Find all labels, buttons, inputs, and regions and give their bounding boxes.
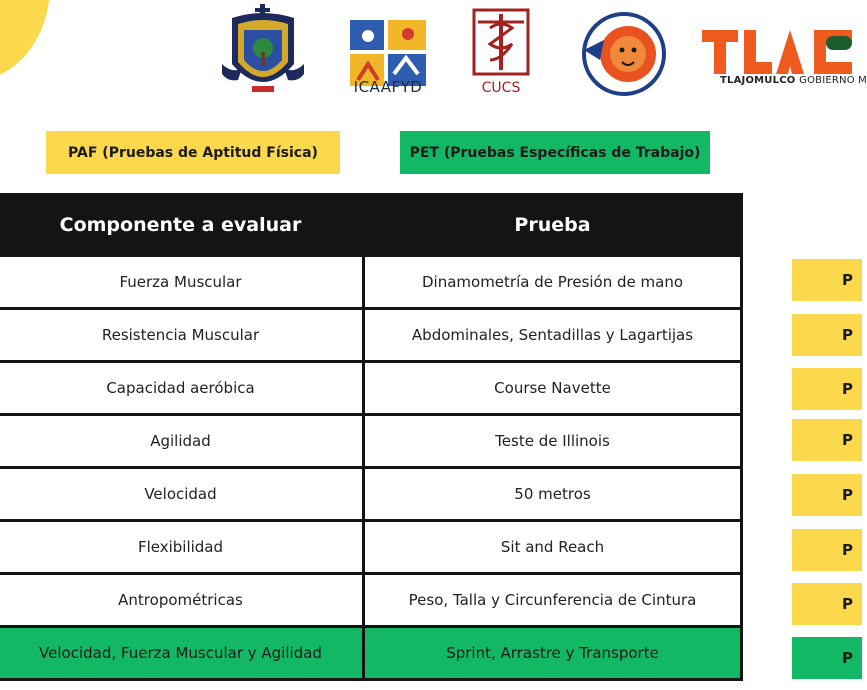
side-tag: P xyxy=(792,419,862,461)
lion-emblem-logo xyxy=(570,10,678,98)
table-row xyxy=(0,415,742,468)
table-cell: Velocidad, Fuerza Muscular y Agilidad xyxy=(0,627,364,680)
header-componente: Componente a evaluar xyxy=(0,195,364,256)
side-tag: P xyxy=(792,637,862,679)
table-row xyxy=(0,521,742,574)
side-tag: P xyxy=(792,368,862,410)
paf-tag: PAF (Pruebas de Aptitud Física) xyxy=(46,131,340,174)
table-cell: Agilidad xyxy=(0,415,364,468)
table-cell: Teste de Illinois xyxy=(364,415,742,468)
table-cell: Course Navette xyxy=(364,362,742,415)
table-row xyxy=(0,309,742,362)
side-tag: P xyxy=(792,259,862,301)
udg-crest-logo xyxy=(222,4,304,96)
table-row xyxy=(0,362,742,415)
table-cell: Fuerza Muscular xyxy=(0,256,364,309)
side-tag: P xyxy=(792,314,862,356)
table-cell: Flexibilidad xyxy=(0,521,364,574)
cucs-caption: CUCS xyxy=(481,80,521,96)
table-header-row xyxy=(0,195,742,256)
table-cell: 50 metros xyxy=(364,468,742,521)
side-tag: P xyxy=(792,583,862,625)
table-cell: Peso, Talla y Circunferencia de Cintura xyxy=(364,574,742,627)
tlajomulco-caption: TLAJOMULCO GOBIERNO M xyxy=(720,75,867,86)
table-cell: Resistencia Muscular xyxy=(0,309,364,362)
decorative-circle xyxy=(0,0,50,80)
table-cell: Dinamometría de Presión de mano xyxy=(364,256,742,309)
table-cell: Velocidad xyxy=(0,468,364,521)
table-cell: Antropométricas xyxy=(0,574,364,627)
side-tag: P xyxy=(792,529,862,571)
cucs-logo xyxy=(470,4,532,96)
pet-tag: PET (Pruebas Específicas de Trabajo) xyxy=(400,131,710,174)
icaafyd-caption: ICAAFYD xyxy=(353,78,423,96)
table-cell: Capacidad aeróbica xyxy=(0,362,364,415)
header-prueba: Prueba xyxy=(364,195,742,256)
table-cell: Abdominales, Sentadillas y Lagartijas xyxy=(364,309,742,362)
table-row xyxy=(0,574,742,627)
table-row-pet xyxy=(0,627,742,680)
table-row xyxy=(0,468,742,521)
table-row xyxy=(0,256,742,309)
side-tag: P xyxy=(792,474,862,516)
tests-table xyxy=(0,193,743,681)
table-cell: Sit and Reach xyxy=(364,521,742,574)
table-cell: Sprint, Arrastre y Transporte xyxy=(364,627,742,680)
